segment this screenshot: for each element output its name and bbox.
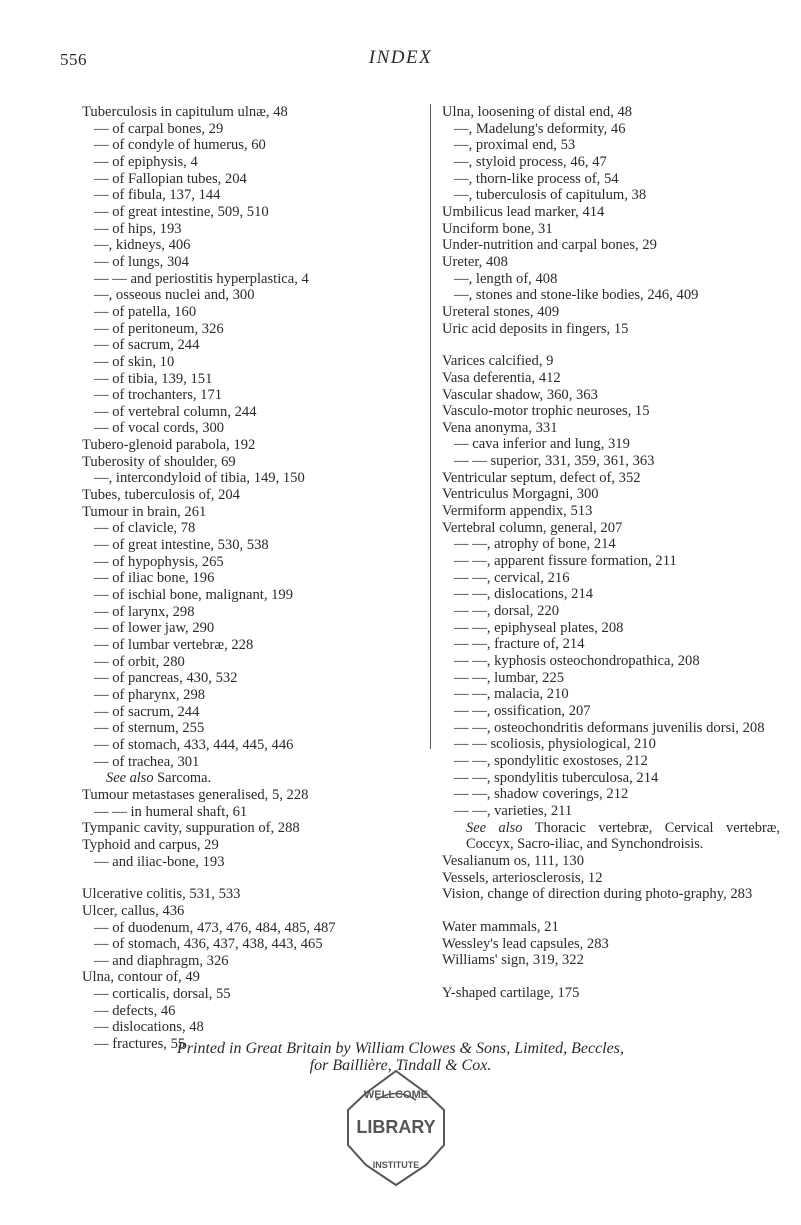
- index-subentry: — of lower jaw, 290: [94, 620, 215, 637]
- index-subentry: —, styloid process, 46, 47: [454, 153, 607, 170]
- stamp-bottom-text: INSTITUTE: [372, 1160, 420, 1170]
- index-subentry: — defects, 46: [94, 1002, 176, 1019]
- index-subentry: — — in humeral shaft, 61: [94, 803, 248, 820]
- index-subentry: — corticalis, dorsal, 55: [94, 986, 231, 1003]
- index-subentry: — of sacrum, 244: [94, 703, 200, 720]
- index-subentry: — of sacrum, 244: [94, 337, 200, 354]
- letter-section-gap: [442, 969, 780, 985]
- index-subentry: — of ischial bone, malignant, 199: [94, 587, 294, 604]
- index-subentry: — —, cervical, 216: [454, 569, 570, 586]
- index-entry: Tympanic cavity, suppuration of, 288: [82, 820, 300, 837]
- index-subentry: —, Madelung's deformity, 46: [454, 120, 626, 137]
- index-entry: Ulcer, callus, 436: [82, 902, 185, 919]
- index-entry: Y-shaped cartilage, 175: [442, 984, 580, 1001]
- index-subentry: — —, kyphosis osteochondropathica, 208: [454, 653, 700, 669]
- index-subentry: — of lungs, 304: [94, 253, 189, 270]
- index-entry: Tumour in brain, 261: [82, 503, 207, 520]
- index-entry: Uric acid deposits in fingers, 15: [442, 320, 629, 337]
- index-subentry: — of fibula, 137, 144: [94, 187, 221, 204]
- index-subentry: — of clavicle, 78: [94, 520, 196, 537]
- index-entry: Varices calcified, 9: [442, 353, 554, 370]
- index-subentry: —, kidneys, 406: [94, 237, 191, 254]
- index-subentry: — of tibia, 139, 151: [94, 370, 213, 387]
- index-subentry: — of pancreas, 430, 532: [94, 670, 238, 687]
- index-subentry: — —, shadow coverings, 212: [454, 786, 629, 803]
- index-subentry: — —, fracture of, 214: [454, 636, 585, 653]
- index-subentry: — of larynx, 298: [94, 603, 195, 620]
- index-subentry: — of hypophysis, 265: [94, 553, 224, 570]
- index-subentry: — of stomach, 433, 444, 445, 446: [94, 736, 294, 753]
- index-entry: Vasculo-motor trophic neuroses, 15: [442, 403, 650, 420]
- index-subentry: — of lumbar vertebræ, 228: [94, 637, 254, 653]
- index-entry: Tubero-glenoid parabola, 192: [82, 437, 256, 454]
- index-subentry: — of great intestine, 530, 538: [94, 537, 269, 554]
- index-subentry: — of vertebral column, 244: [94, 403, 257, 420]
- index-subentry: — —, dorsal, 220: [454, 603, 559, 620]
- index-subentry: — of Fallopian tubes, 204: [94, 170, 247, 187]
- index-subentry: — —, atrophy of bone, 214: [454, 536, 616, 553]
- index-entry: Umbilicus lead marker, 414: [442, 203, 605, 220]
- letter-section-gap: [82, 870, 412, 886]
- index-cross-reference: [82, 770, 412, 787]
- index-entry: Ureteral stones, 409: [442, 303, 560, 320]
- index-entry: Tuberosity of shoulder, 69: [82, 453, 236, 470]
- index-subentry: — fractures, 55: [94, 1036, 186, 1053]
- index-subentry: — of patella, 160: [94, 303, 197, 320]
- index-entry: Under-nutrition and carpal bones, 29: [442, 237, 657, 254]
- index-subentry: — of iliac bone, 196: [94, 570, 215, 587]
- index-entry: Tuberculosis in capitulum ulnæ, 48: [82, 104, 288, 120]
- index-subentry: — of hips, 193: [94, 220, 182, 237]
- index-subentry: — —, dislocations, 214: [454, 586, 594, 603]
- index-subentry: — of sternum, 255: [94, 720, 205, 737]
- index-subentry: — —, spondylitic exostoses, 212: [454, 752, 648, 769]
- index-subentry: — of trochanters, 171: [94, 387, 223, 404]
- index-subentry: — of skin, 10: [94, 353, 175, 370]
- index-subentry: —, osseous nuclei and, 300: [94, 287, 255, 304]
- index-subentry: — of epiphysis, 4: [94, 153, 198, 170]
- index-entry: Williams' sign, 319, 322: [442, 952, 584, 969]
- index-entry: Vision, change of direction during photo-graphy, 283: [442, 886, 753, 903]
- index-subentry: — and iliac-bone, 193: [94, 853, 225, 870]
- index-subentry: — of vocal cords, 300: [94, 420, 225, 437]
- letter-section-gap: [442, 903, 780, 919]
- index-subentry: —, tuberculosis of capitulum, 38: [454, 187, 647, 204]
- index-subentry: — of great intestine, 509, 510: [94, 203, 269, 220]
- see-also-label: See also: [466, 819, 523, 836]
- index-subentry: — — scoliosis, physiological, 210: [454, 736, 656, 753]
- index-entry: Ventriculus Morgagni, 300: [442, 486, 599, 503]
- index-entry: Vertebral column, general, 207: [442, 519, 623, 536]
- index-subentry: — of orbit, 280: [94, 653, 185, 670]
- index-entry: Vascular shadow, 360, 363: [442, 386, 598, 403]
- index-subentry: — —, epiphyseal plates, 208: [454, 619, 624, 636]
- index-subentry: — of pharynx, 298: [94, 686, 206, 703]
- index-subentry: — of stomach, 436, 437, 438, 443, 465: [94, 936, 323, 953]
- index-subentry: —, thorn-like process of, 54: [454, 170, 619, 187]
- index-subentry: — cava inferior and lung, 319: [454, 436, 630, 453]
- index-column-right: [430, 104, 780, 1001]
- index-entry: Wessley's lead capsules, 283: [442, 935, 609, 952]
- index-entry: Vesalianum os, 111, 130: [442, 852, 585, 869]
- index-entry: Ulcerative colitis, 531, 533: [82, 886, 241, 903]
- index-entry: Unciform bone, 31: [442, 220, 553, 237]
- index-subentry: — and diaphragm, 326: [94, 952, 229, 969]
- index-subentry: — of carpal bones, 29: [94, 120, 224, 137]
- index-entry: Ulna, contour of, 49: [82, 969, 200, 986]
- letter-section-gap: [442, 337, 780, 353]
- index-entry: Vermiform appendix, 513: [442, 503, 593, 520]
- index-column-left: [82, 104, 412, 1053]
- index-entry: Vessels, arteriosclerosis, 12: [442, 869, 603, 886]
- stamp-center-text: LIBRARY: [356, 1117, 436, 1137]
- index-entry: Ulna, loosening of distal end, 48: [442, 104, 633, 120]
- imprint-line-1: Printed in Great Britain by William Clowes & Sons, Limited, Beccles,: [177, 1040, 624, 1057]
- index-entry: Tumour metastases generalised, 5, 228: [82, 786, 309, 803]
- index-subentry: —, length of, 408: [454, 270, 558, 287]
- index-entry: Ventricular septum, defect of, 352: [442, 469, 641, 486]
- index-subentry: — — superior, 331, 359, 361, 363: [454, 453, 655, 470]
- index-entry: Vena anonyma, 331: [442, 419, 558, 436]
- running-head: INDEX: [368, 47, 433, 68]
- index-subentry: — —, spondylitis tuberculosa, 214: [454, 769, 659, 786]
- see-also-label: See also: [106, 770, 154, 787]
- index-subentry: —, proximal end, 53: [454, 137, 576, 154]
- cross-reference-text: Sarcoma.: [157, 770, 212, 787]
- library-stamp: [336, 1065, 456, 1190]
- index-subentry: — of peritoneum, 326: [94, 320, 224, 337]
- index-subentry: — of trachea, 301: [94, 753, 200, 770]
- cross-reference-text: Thoracic vertebræ, Cervical vertebræ, Coccyx, Sacro-iliac, and Synchondroisis.: [466, 819, 780, 853]
- index-subentry: —, stones and stone-like bodies, 246, 409: [454, 287, 699, 304]
- index-subentry: — —, apparent fissure formation, 211: [454, 553, 677, 570]
- page-number: 556: [60, 50, 87, 69]
- index-subentry: — of condyle of humerus, 60: [94, 137, 266, 154]
- index-entry: Ureter, 408: [442, 253, 508, 270]
- index-subentry: — —, ossification, 207: [454, 702, 591, 719]
- index-subentry: — —, lumbar, 225: [454, 669, 565, 686]
- index-cross-reference: [442, 820, 780, 853]
- index-entry: Vasa deferentia, 412: [442, 369, 561, 386]
- index-entry: Typhoid and carpus, 29: [82, 836, 219, 853]
- index-subentry: — — and periostitis hyperplastica, 4: [94, 270, 309, 287]
- index-subentry: —, intercondyloid of tibia, 149, 150: [94, 470, 305, 487]
- imprint-line-2: for Baillière, Tindall & Cox.: [309, 1057, 492, 1074]
- index-subentry: — —, varieties, 211: [454, 802, 573, 819]
- index-subentry: — of duodenum, 473, 476, 484, 485, 487: [94, 919, 336, 936]
- index-subentry: — —, osteochondritis deformans juvenilis dorsi, 208: [454, 719, 765, 736]
- index-subentry: — dislocations, 48: [94, 1019, 204, 1036]
- index-subentry: — —, malacia, 210: [454, 686, 569, 703]
- index-entry: Tubes, tuberculosis of, 204: [82, 487, 240, 504]
- stamp-top-text: WELLCOME: [363, 1089, 429, 1101]
- index-entry: Water mammals, 21: [442, 918, 559, 935]
